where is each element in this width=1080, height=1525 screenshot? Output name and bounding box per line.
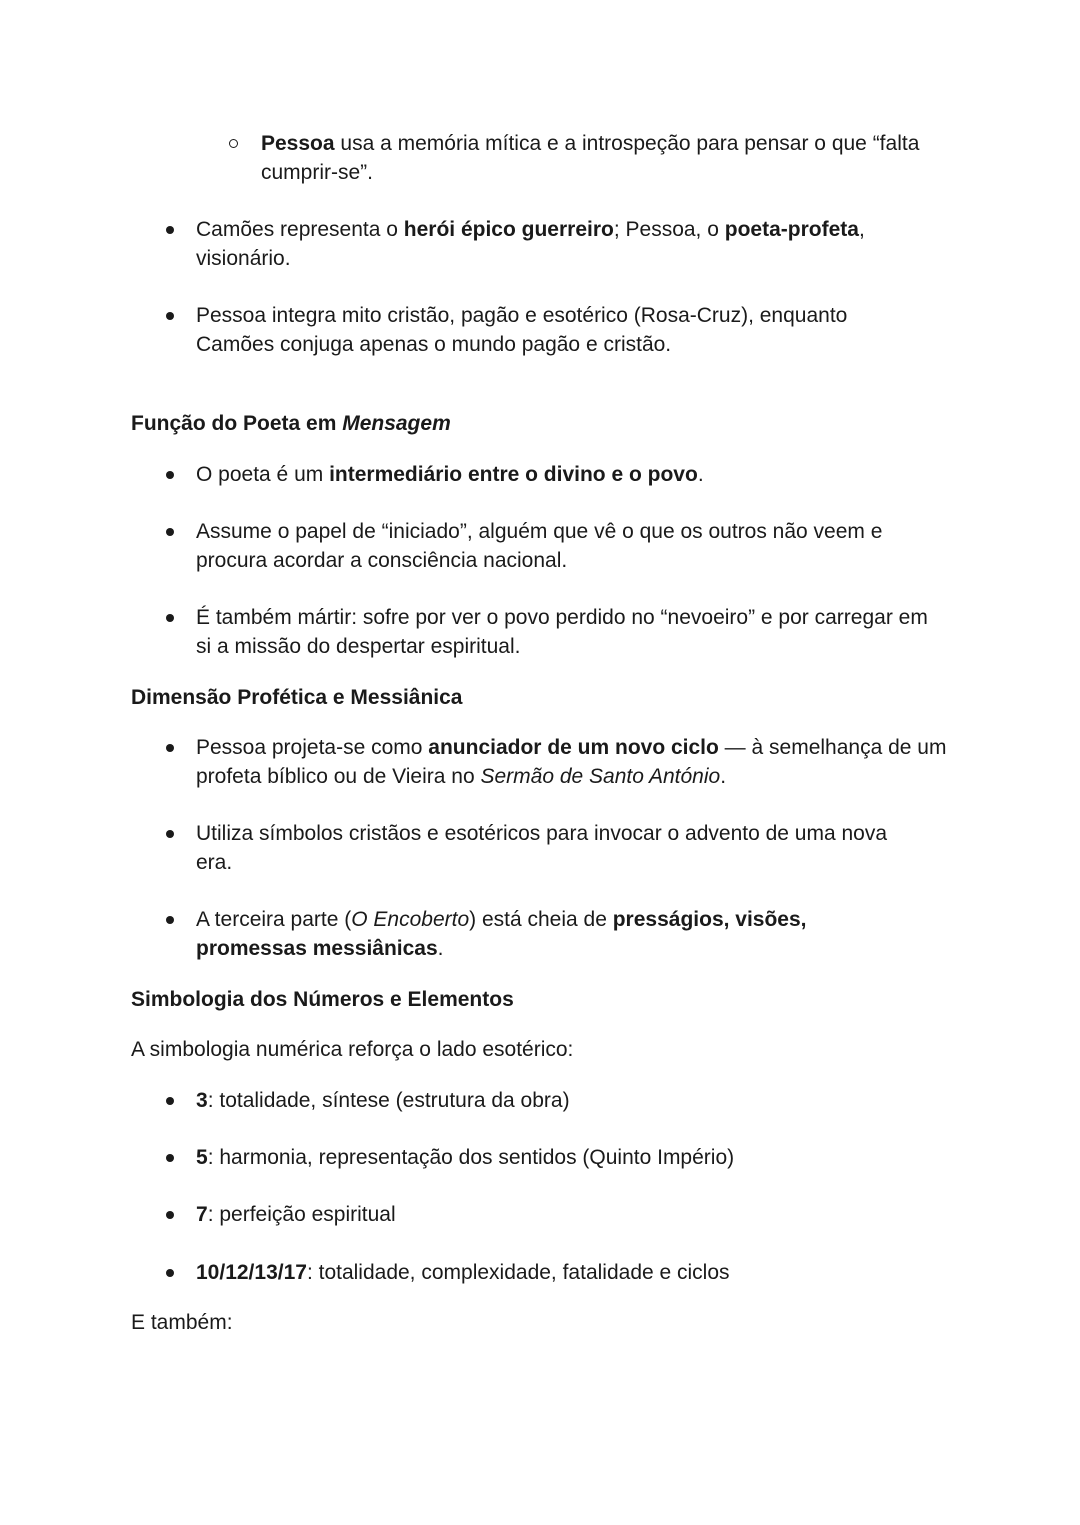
bold-term: presságios, visões, promessas messiânicas — [196, 908, 807, 960]
bold-term: Pessoa — [261, 132, 335, 155]
bullet-icon — [166, 614, 174, 622]
item-text: É também mártir: sofre por ver o povo perdido no “nevoeiro” e por carregar em si a missão do despertar espiritual. — [196, 606, 928, 658]
list-item — [196, 1086, 956, 1115]
bullet-icon — [166, 312, 174, 320]
list-item — [196, 1258, 956, 1287]
item-text: : harmonia, representação dos sentidos (Quinto Império) — [207, 1146, 735, 1169]
item-text: — à semelhança de um profeta bíblico ou de Vieira no — [196, 736, 947, 788]
heading-text: Função do Poeta em — [131, 412, 343, 435]
bullet-icon — [166, 1211, 174, 1219]
item-text: ; Pessoa, o — [613, 218, 725, 241]
item-text: A terceira parte ( — [196, 908, 352, 931]
list-item — [196, 215, 956, 273]
list-item — [196, 517, 926, 575]
bold-term: herói épico guerreiro — [403, 218, 614, 241]
italic-term: O Encoberto — [351, 908, 470, 931]
item-text: . — [720, 765, 727, 788]
list-item — [196, 301, 896, 359]
item-text: usa a memória mítica e a introspeção para pensar o que “falta cumprir-se”. — [261, 132, 920, 184]
section-heading-simbologia: Simbologia dos Números e Elementos — [131, 988, 514, 1011]
item-text: : totalidade, complexidade, fatalidade e ciclos — [306, 1261, 730, 1284]
list-item — [196, 1143, 956, 1172]
bold-term: anunciador de um novo ciclo — [428, 736, 719, 759]
number-term: 3 — [196, 1089, 208, 1112]
item-text: . — [437, 937, 444, 960]
bullet-icon — [166, 744, 174, 752]
item-text: ) está cheia de — [469, 908, 613, 931]
list-item — [196, 603, 936, 661]
bullet-icon — [166, 528, 174, 536]
item-text: Pessoa projeta-se como — [196, 736, 429, 759]
list-item — [196, 905, 856, 963]
bullet-icon — [166, 226, 174, 234]
number-term: 5 — [196, 1146, 208, 1169]
hollow-bullet-icon — [229, 139, 238, 148]
bullet-icon — [166, 916, 174, 924]
italic-term: Sermão de Santo António — [480, 765, 721, 788]
list-item — [196, 733, 956, 791]
item-text: O poeta é um — [196, 463, 330, 486]
list-item — [196, 819, 926, 877]
bullet-icon — [166, 1154, 174, 1162]
item-text: Utiliza símbolos cristãos e esotéricos para invocar o advento de uma nova era. — [196, 822, 888, 874]
section-heading-dimensao: Dimensão Profética e Messiânica — [131, 686, 463, 709]
heading-italic-text: Mensagem — [342, 412, 451, 435]
item-text: , visionário. — [196, 218, 865, 270]
bold-term: poeta-profeta — [724, 218, 859, 241]
sub-list-item — [261, 129, 961, 187]
list-item — [196, 460, 956, 489]
item-text: . — [697, 463, 704, 486]
bullet-icon — [166, 471, 174, 479]
item-text: Pessoa integra mito cristão, pagão e esotérico (Rosa-Cruz), enquanto Camões conjuga apenas o mundo pagão e cristão. — [196, 304, 848, 356]
number-term: 10/12/13/17 — [196, 1261, 307, 1284]
section-heading-funcao — [131, 409, 451, 438]
closing-text: E também: — [131, 1311, 233, 1334]
section-intro: A simbologia numérica reforça o lado esotérico: — [131, 1038, 574, 1061]
item-text: : perfeição espiritual — [207, 1203, 396, 1226]
bullet-icon — [166, 1097, 174, 1105]
item-text: Camões representa o — [196, 218, 404, 241]
bullet-icon — [166, 830, 174, 838]
number-term: 7 — [196, 1203, 208, 1226]
list-item — [196, 1200, 956, 1229]
bold-term: intermediário entre o divino e o povo — [329, 463, 698, 486]
item-text: Assume o papel de “iniciado”, alguém que vê o que os outros não veem e procura acordar a consciência nacional. — [196, 520, 883, 572]
bullet-icon — [166, 1269, 174, 1277]
item-text: : totalidade, síntese (estrutura da obra) — [207, 1089, 570, 1112]
